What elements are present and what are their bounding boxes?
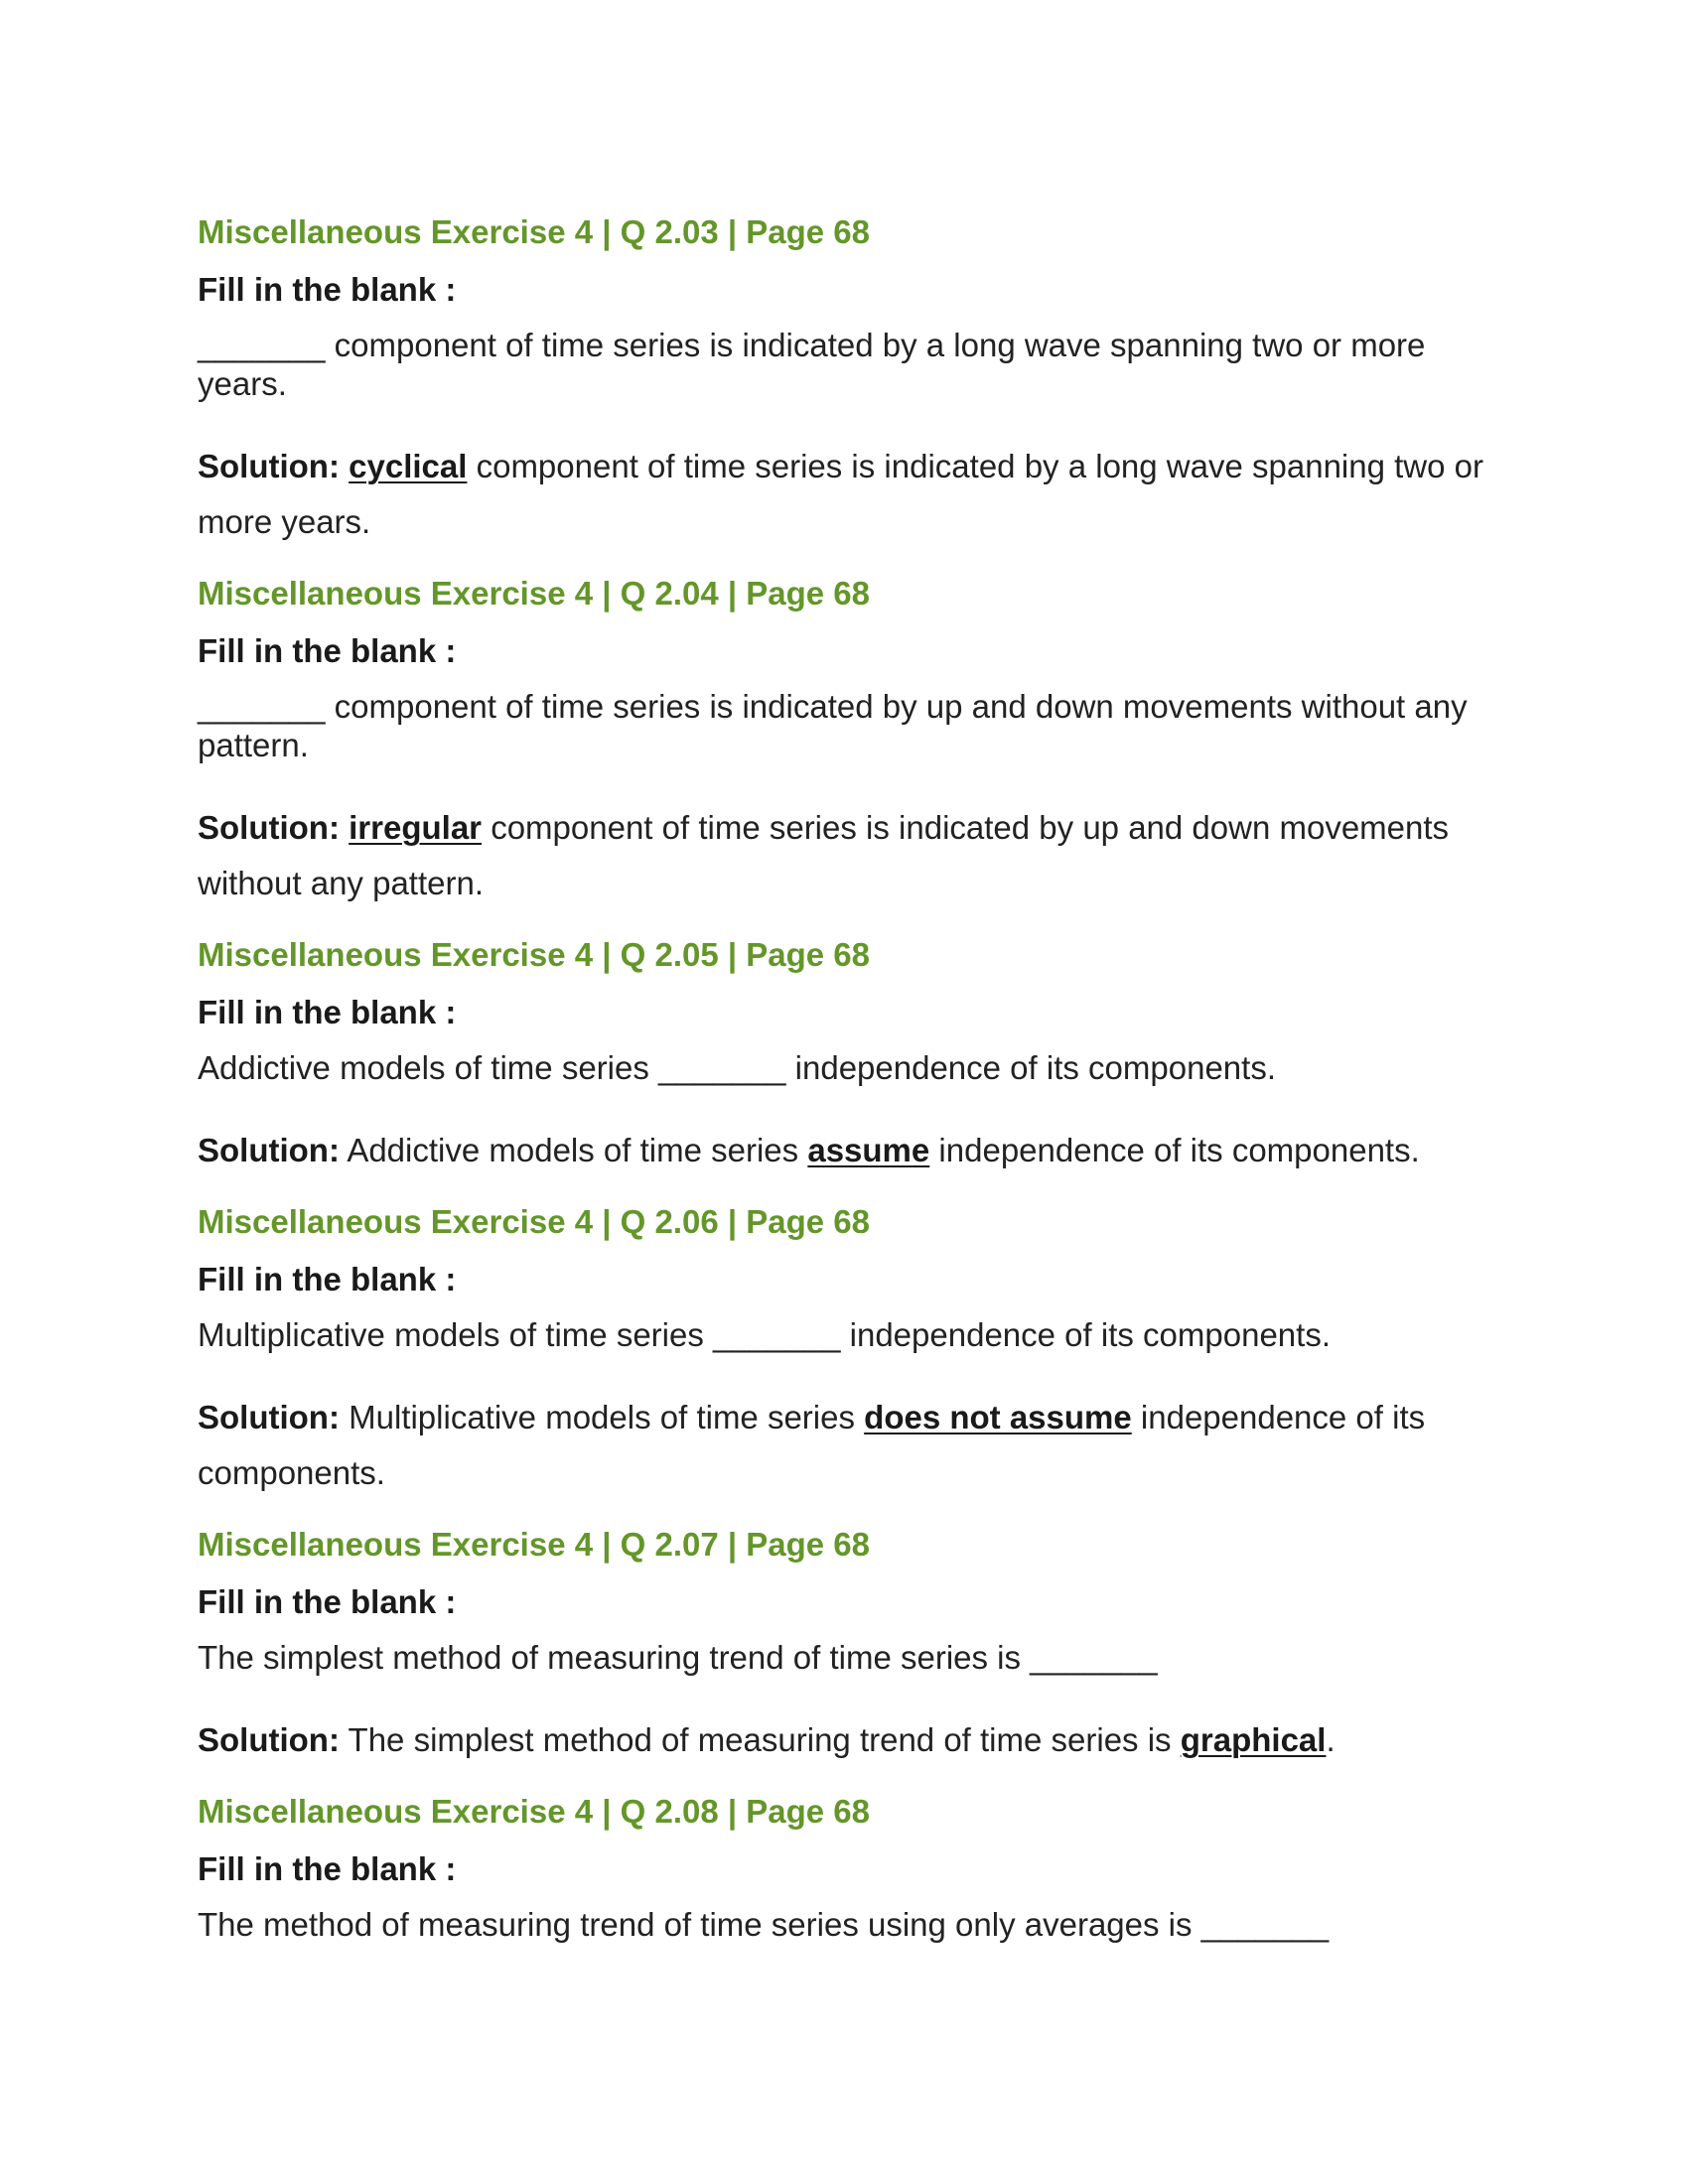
solution-text-before: Multiplicative models of time series bbox=[339, 1399, 865, 1435]
solution-paragraph bbox=[198, 1390, 1488, 1501]
question-text: The method of measuring trend of time series using only averages is _______ bbox=[198, 1906, 1330, 1943]
question-instruction: Fill in the blank : bbox=[198, 632, 457, 669]
question-heading: Miscellaneous Exercise 4 | Q 2.06 | Page 68 bbox=[198, 1203, 871, 1240]
solution-text-after: . bbox=[1326, 1721, 1336, 1758]
solution-text-before: The simplest method of measuring trend of time series is bbox=[339, 1721, 1181, 1758]
solution-text-after: component of time series is indicated by up and down movements without any pattern. bbox=[198, 809, 1450, 901]
question-2-03 bbox=[198, 210, 1488, 550]
question-2-07 bbox=[198, 1523, 1488, 1768]
solution-label: Solution: bbox=[198, 1399, 340, 1435]
solution-label: Solution: bbox=[198, 1721, 340, 1758]
question-heading: Miscellaneous Exercise 4 | Q 2.05 | Page 68 bbox=[198, 936, 871, 973]
question-2-04 bbox=[198, 572, 1488, 911]
question-heading: Miscellaneous Exercise 4 | Q 2.04 | Page 68 bbox=[198, 575, 871, 612]
solution-answer: does not assume bbox=[864, 1399, 1132, 1435]
solution-label: Solution: bbox=[198, 1132, 340, 1168]
question-instruction: Fill in the blank : bbox=[198, 271, 457, 308]
question-text: _______ component of time series is indicated by up and down movements without any pattern. bbox=[198, 688, 1468, 763]
solution-paragraph bbox=[198, 439, 1488, 550]
solution-text-after: component of time series is indicated by a long wave spanning two or more years. bbox=[198, 448, 1483, 540]
question-heading: Miscellaneous Exercise 4 | Q 2.07 | Page 68 bbox=[198, 1526, 871, 1563]
question-instruction: Fill in the blank : bbox=[198, 1583, 457, 1620]
solution-text-before bbox=[340, 448, 349, 484]
solution-text-after: independence of its components. bbox=[929, 1132, 1420, 1168]
question-text: The simplest method of measuring trend of time series is _______ bbox=[198, 1639, 1158, 1676]
question-heading: Miscellaneous Exercise 4 | Q 2.08 | Page 68 bbox=[198, 1793, 871, 1830]
question-2-05 bbox=[198, 933, 1488, 1178]
solution-text-before bbox=[340, 809, 349, 846]
solution-paragraph bbox=[198, 1712, 1488, 1768]
solution-label: Solution: bbox=[198, 809, 340, 846]
question-instruction: Fill in the blank : bbox=[198, 1261, 457, 1297]
question-heading: Miscellaneous Exercise 4 | Q 2.03 | Page 68 bbox=[198, 213, 871, 250]
solution-paragraph bbox=[198, 1123, 1488, 1178]
question-text: Multiplicative models of time series _______ independence of its components. bbox=[198, 1316, 1331, 1353]
question-instruction: Fill in the blank : bbox=[198, 994, 457, 1030]
solution-text-after: independence of its components. bbox=[198, 1399, 1426, 1491]
solution-answer: assume bbox=[807, 1132, 930, 1168]
question-2-06 bbox=[198, 1200, 1488, 1501]
document-page bbox=[198, 210, 1488, 1979]
solution-answer: graphical bbox=[1180, 1721, 1327, 1758]
solution-paragraph bbox=[198, 800, 1488, 911]
solution-label: Solution: bbox=[198, 448, 340, 484]
question-text: _______ component of time series is indicated by a long wave spanning two or more years. bbox=[198, 327, 1426, 402]
question-2-08 bbox=[198, 1790, 1488, 1944]
question-text: Addictive models of time series _______ independence of its components. bbox=[198, 1049, 1276, 1086]
solution-answer: cyclical bbox=[349, 448, 468, 484]
solution-answer: irregular bbox=[349, 809, 483, 846]
solution-text-before: Addictive models of time series bbox=[339, 1132, 808, 1168]
question-instruction: Fill in the blank : bbox=[198, 1850, 457, 1887]
